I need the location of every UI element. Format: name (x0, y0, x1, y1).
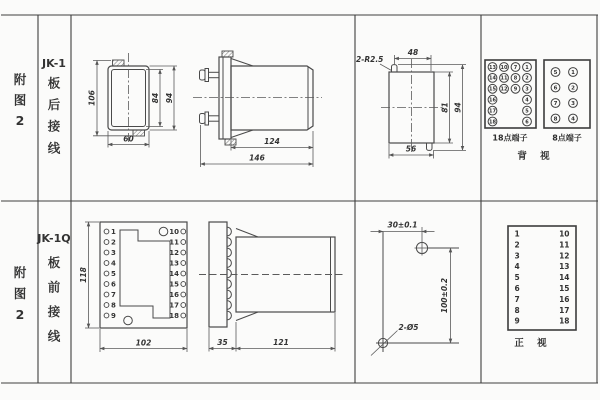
terminal-number: 1 (111, 228, 116, 236)
terminal-number: 9 (514, 316, 520, 326)
note-2-holes: 2-Ø5 (398, 323, 419, 332)
terminal-number: 8 (513, 75, 518, 82)
front-view-left-terminals (104, 228, 116, 320)
terminal-number: 3 (111, 249, 116, 257)
dim-84: 84 (151, 92, 160, 104)
dim-48: 48 (407, 48, 419, 57)
terminal-number: 8 (111, 301, 116, 310)
row2-figure-label (14, 265, 27, 322)
terminal-circle (181, 240, 186, 245)
terminal-circle (181, 313, 186, 318)
terminal-number: 14 (169, 270, 179, 278)
dim-35: 35 (217, 338, 228, 347)
front-view-terminal-table (508, 226, 576, 349)
terminal-circle (104, 282, 109, 287)
terminal-number: 7 (553, 100, 558, 107)
terminal-number: 2 (111, 238, 116, 247)
terminal-number: 16 (489, 97, 496, 104)
terminal-number: 2 (571, 85, 575, 92)
terminal-number: 6 (553, 85, 558, 92)
row2-wiring-label (47, 255, 61, 344)
terminal-number: 2 (514, 240, 520, 250)
terminal-number: 6 (525, 119, 529, 126)
terminal-circle (181, 261, 186, 266)
label-8pt: 8点端子 (552, 133, 582, 143)
terminal-number: 13 (559, 262, 570, 272)
terminal-circle (181, 292, 186, 297)
terminal-number: 1 (571, 69, 575, 76)
terminal-number: 12 (559, 251, 570, 261)
terminal-number: 17 (489, 108, 496, 115)
vertical-label-char: 图 (13, 92, 27, 108)
terminal-number: 1 (514, 229, 520, 239)
terminal-circle (104, 303, 109, 308)
terminal-number: 11 (169, 238, 179, 247)
terminal-number: 3 (525, 86, 529, 93)
terminal-number: 7 (514, 294, 520, 304)
terminal-number: 16 (169, 291, 179, 299)
terminal-18pt-circles (488, 63, 531, 126)
terminal-number: 10 (559, 229, 570, 239)
dim-121: 121 (273, 338, 289, 347)
terminal-number: 11 (500, 75, 508, 82)
terminal-bump (227, 280, 231, 289)
terminal-number: 17 (169, 301, 179, 310)
vertical-label-char: 线 (47, 328, 61, 344)
terminal-number: 5 (514, 273, 520, 283)
terminal-number: 2 (525, 75, 529, 82)
terminal-number: 15 (559, 284, 570, 293)
terminal-number: 15 (489, 86, 496, 93)
terminal-block-18pt (485, 60, 536, 143)
vertical-label-char: 附 (13, 72, 27, 87)
terminal-number: 8 (553, 116, 558, 123)
terminal-number: 17 (559, 305, 570, 315)
dim-94-cutout: 94 (453, 102, 463, 113)
dim-30: 30±0.1 (387, 220, 418, 230)
row1-figure-label (14, 72, 27, 128)
terminal-number: 13 (169, 259, 179, 268)
terminal-number: 13 (489, 64, 496, 71)
front-wiring-front-view (79, 222, 187, 352)
vertical-label-char: 2 (15, 113, 25, 128)
terminal-circle (104, 271, 109, 276)
dim-81: 81 (440, 102, 450, 113)
row2-model-wiring (36, 232, 70, 245)
row1-wiring-label (47, 76, 61, 156)
terminal-number: 5 (525, 108, 529, 115)
mounting-screw-bottom (200, 112, 220, 125)
terminal-8pt-circles (551, 68, 577, 123)
row1-model-wiring (41, 57, 66, 70)
dim-56: 56 (405, 144, 417, 154)
terminal-circle (181, 229, 186, 234)
terminal-circle (104, 313, 109, 318)
terminal-number: 9 (513, 86, 518, 93)
vertical-label-char: 接 (47, 118, 61, 134)
terminal-bump (227, 227, 231, 236)
terminal-number: 11 (559, 240, 570, 250)
note-2-R2.5: 2-R2.5 (356, 55, 384, 64)
mounting-hole-top (159, 227, 168, 236)
terminal-number: 7 (513, 64, 518, 71)
terminal-number: 15 (169, 280, 179, 289)
dim-106: 106 (87, 90, 97, 106)
rear-wiring-panel-cutout (356, 48, 466, 159)
dim-124: 124 (264, 137, 280, 146)
front-wiring-side-view (199, 222, 343, 352)
row2-model-label: JK-1Q (37, 232, 71, 245)
terminal-number: 5 (553, 69, 558, 76)
rear-wiring-side-view (193, 51, 322, 167)
dim-146: 146 (249, 153, 265, 163)
terminal-bump (227, 269, 231, 278)
label-rear-view: 背 视 (517, 151, 555, 162)
front-wiring-drilling-plan (371, 221, 460, 356)
dim-60: 60 (123, 134, 134, 144)
terminal-bumps (227, 227, 231, 320)
vertical-label-char: 2 (15, 307, 25, 322)
rear-wiring-front-view (88, 53, 178, 148)
terminal-number: 9 (111, 312, 116, 320)
terminal-number: 6 (111, 280, 116, 289)
terminal-bump (227, 238, 231, 247)
vertical-label-char: 板 (47, 75, 61, 91)
terminal-number: 6 (514, 284, 520, 293)
terminal-bump (227, 311, 231, 320)
vertical-label-char: 板 (47, 255, 61, 270)
terminal-number: 10 (169, 228, 179, 236)
terminal-number: 14 (559, 273, 570, 283)
terminal-number: 4 (571, 116, 575, 123)
vertical-label-char: 线 (47, 140, 61, 156)
terminal-number: 18 (559, 316, 570, 326)
terminal-circle (104, 261, 109, 266)
vertical-label-char: 图 (13, 286, 27, 301)
terminal-bump (227, 259, 231, 268)
terminal-number: 3 (514, 251, 520, 261)
terminal-circle (104, 240, 109, 245)
terminal-bump (227, 290, 231, 299)
terminal-bump (227, 248, 231, 257)
terminal-circle (181, 282, 186, 287)
terminal-circle (104, 250, 109, 255)
terminal-circle (181, 271, 186, 276)
terminal-number: 5 (111, 270, 116, 278)
label-front-view: 正 视 (514, 338, 552, 349)
terminal-circle (104, 229, 109, 234)
terminal-block-8pt (544, 60, 590, 143)
row1-model-label: JK-1 (42, 57, 66, 70)
terminal-number: 8 (514, 305, 520, 315)
terminal-number: 16 (559, 294, 570, 304)
terminal-number: 4 (514, 262, 520, 272)
terminal-number: 10 (500, 64, 508, 71)
label-18pt: 18点端子 (492, 133, 528, 143)
terminal-number: 12 (169, 249, 179, 257)
terminal-circle (181, 303, 186, 308)
terminal-number: 18 (169, 312, 179, 320)
dim-100: 100±0.2 (440, 277, 449, 314)
vertical-label-char: 后 (47, 97, 61, 113)
vertical-label-char: 接 (47, 304, 61, 319)
mounting-hole-bottom (124, 316, 133, 325)
dim-94: 94 (165, 92, 174, 104)
mounting-screw-top (200, 69, 220, 82)
front-view-right-terminals (169, 228, 185, 320)
table-right-column (559, 230, 569, 326)
dim-118: 118 (79, 267, 88, 283)
table-left-column (515, 230, 520, 326)
dim-102: 102 (135, 338, 152, 348)
vertical-label-char: 附 (13, 265, 27, 280)
terminal-number: 12 (500, 86, 508, 93)
terminal-number: 3 (571, 100, 575, 107)
terminal-number: 4 (525, 97, 529, 104)
terminal-bump (227, 301, 231, 310)
terminal-circle (181, 250, 186, 255)
terminal-number: 1 (525, 64, 529, 71)
vertical-label-char: 前 (47, 279, 61, 295)
terminal-number: 4 (111, 259, 116, 268)
terminal-number: 14 (489, 75, 496, 82)
terminal-number: 7 (111, 291, 116, 299)
terminal-circle (104, 292, 109, 297)
terminal-number: 18 (489, 119, 496, 126)
